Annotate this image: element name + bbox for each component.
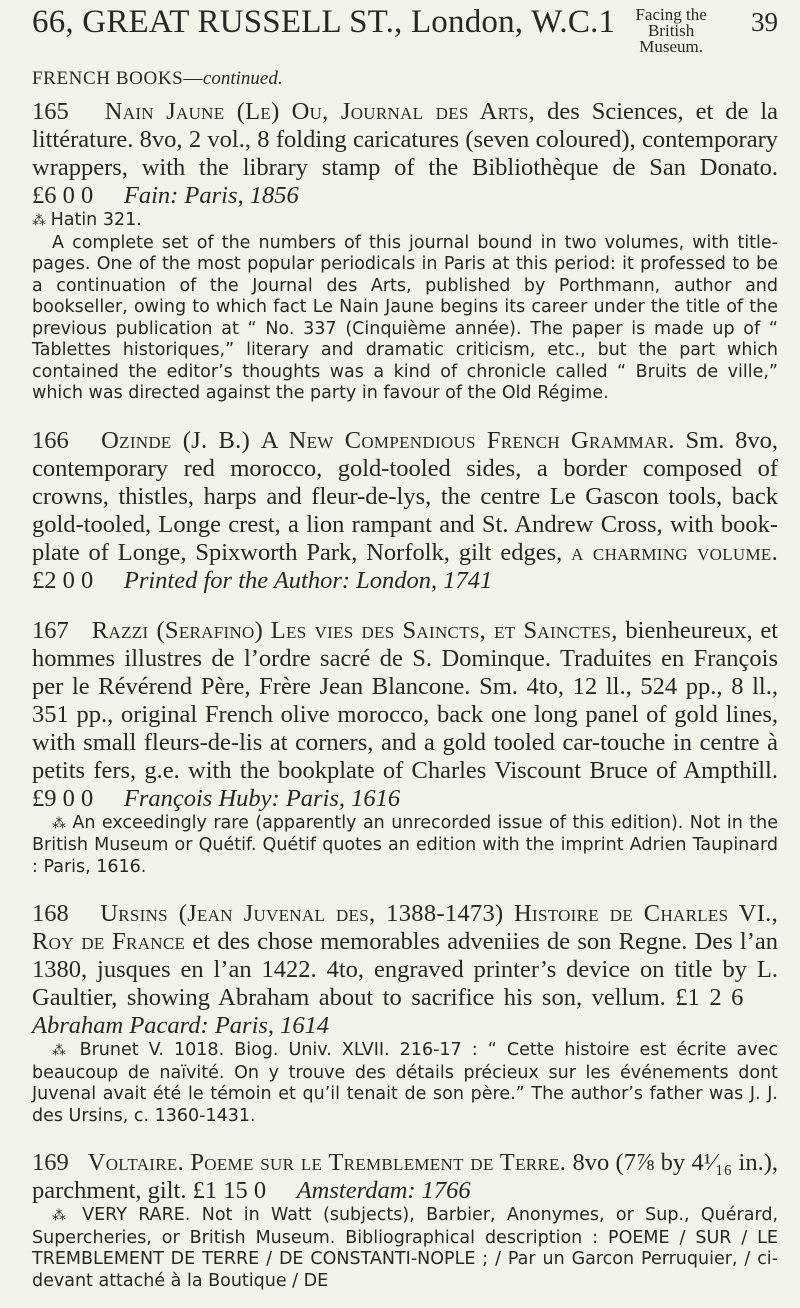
entry-number: 168 bbox=[32, 900, 69, 927]
catalogue-entry-166 bbox=[32, 427, 778, 595]
entry-title: Les vies des Saincts, et Sainctes, bbox=[270, 616, 618, 644]
catalogue-entry-165 bbox=[32, 98, 778, 405]
page-header bbox=[32, 0, 778, 68]
entry-note bbox=[32, 1205, 778, 1292]
entry-note bbox=[32, 1040, 778, 1127]
entry-reference-text: Hatin 321. bbox=[50, 210, 142, 230]
entry-imprint: Printed for the Author: London, 1741 bbox=[123, 566, 493, 594]
entry-imprint: Fain: Paris, 1856 bbox=[123, 182, 299, 209]
entry-main-text bbox=[32, 900, 778, 1040]
facing-note bbox=[615, 7, 751, 55]
catalogue-entry-168 bbox=[32, 900, 778, 1127]
entry-main-text bbox=[32, 98, 778, 210]
entry-description: bienheureux, et hommes illustres de l’ordre sacré de S. Dominque. Traduites en François per le Révérend Père, Frère Jean Blancone. Sm. 4to, 12 ll., 524 pp., 8 ll., 351 pp., original French olive morocco, back one long panel of gold lines, with small fleurs-de-lis at corners, and a gold tooled car-touche in centre à petits fers, g.e. with the bookplate of Charles Viscount Bruce of Ampthill. bbox=[32, 616, 779, 784]
entry-number: 169 bbox=[32, 1149, 69, 1176]
entry-author: Nain Jaune (Le) bbox=[104, 98, 280, 125]
asterism-icon: ⁂ bbox=[32, 213, 45, 229]
entry-price: £9 0 0 bbox=[32, 784, 94, 812]
entry-description: des Sciences, et de la littérature. 8vo, 2 vol., 8 folding caricatures (seven coloured), contemporary wrappers, with the library stamp of the Bibliothèque de San Donato. bbox=[32, 98, 779, 181]
entry-imprint: Amsterdam: 1766 bbox=[296, 1177, 471, 1204]
asterism-icon: ⁂ bbox=[52, 815, 66, 832]
facing-line-2: British Museum. bbox=[639, 21, 703, 56]
entry-main-text bbox=[32, 1149, 778, 1205]
entry-note: A complete set of the numbers of this journal bound in two volumes, with title-pages. One of the most popular periodicals in Paris at this period: it professed to be a continuation of the Journal des Arts, published by Porthmann, author and bookseller, owing to which fact Le Nain Jaune begins its career under the title of the previous publication at “ No. 337 (Cinquième année). The paper is made up of “ Tablettes historiques,” literary and dramatic criticism, etc., but the part which contained the editor’s thoughts was a kind of chronicle called “ Bruits de ville,” which was directed against the party in favour of the Old Régime. bbox=[32, 232, 778, 403]
page-number: 39 bbox=[751, 7, 778, 37]
entry-description: Sm. 8vo, contemporary red morocco, gold-tooled sides, a border composed of crowns, thistles, harps and fleur-de-lys, the centre Le Gascon tools, back gold-tooled, Longe crest, a lion rampant and St. Andrew Cross, with book-plate of Longe, Spixworth Park, Norfolk, gilt edges, bbox=[32, 426, 779, 566]
asterism-icon: ⁂ bbox=[52, 1208, 71, 1224]
catalogue-entry-169 bbox=[32, 1149, 778, 1292]
entry-imprint: Abraham Pacard: Paris, 1614 bbox=[32, 1012, 330, 1039]
entry-title: Poeme sur le Tremblement de Terre. bbox=[190, 1149, 567, 1176]
asterism-icon: ⁂ bbox=[52, 1043, 70, 1059]
entry-main-text bbox=[32, 617, 778, 813]
catalogue-entry-167 bbox=[32, 617, 778, 879]
entry-number: 165 bbox=[32, 98, 69, 125]
entry-price: £2 0 0 bbox=[32, 566, 94, 594]
entry-number: 166 bbox=[32, 426, 69, 454]
entry-title: A New Compendious French Grammar. bbox=[260, 426, 675, 454]
entry-note bbox=[32, 813, 778, 879]
entry-number: 167 bbox=[32, 616, 69, 644]
entry-price: £6 0 0 bbox=[32, 182, 94, 209]
section-heading-continued: continued. bbox=[202, 68, 283, 89]
entry-price: £1 15 0 bbox=[192, 1177, 267, 1204]
entry-reference bbox=[32, 210, 778, 233]
entry-description: 8vo (7⅞ by 4¹⁄₁₆ in.), parchment, gilt. bbox=[32, 1149, 779, 1204]
entry-note-text: An exceedingly rare (apparently an unrecorded issue of this edition). Not in the British Museum or Quétif. Quétif quotes an edition with the imprint Adrien Taupinard : Paris, 1616. bbox=[32, 812, 778, 877]
entry-highlight: a charming volume. bbox=[571, 538, 779, 566]
entry-imprint: François Huby: Paris, 1616 bbox=[123, 784, 401, 812]
entry-description: et des chose memorables adveniies de son Regne. Des l’an 1380, jusques en l’an 1422. 4to, engraved printer’s device on title by L. Gaultier, showing Abraham about to sacrifice his son, vellum. bbox=[32, 928, 779, 1011]
entry-main-text bbox=[32, 427, 778, 595]
entry-author: Ozinde (J. B.) bbox=[101, 426, 251, 454]
facing-line-1: Facing the bbox=[635, 5, 707, 24]
entry-note-text: VERY RARE. Not in Watt (subjects), Barbier, Anonymes, or Sup., Quérard, Supercheries, or British Museum. Bibliographical description : POEME / SUR / LE TREMBLEMENT DE TERRE / DE CONSTANTI-NOPLE ; / Par un Garcon Perruquier, / ci-devant attaché à la Boutique / DE bbox=[32, 1205, 779, 1291]
section-heading bbox=[32, 68, 778, 90]
shop-address: 66, GREAT RUSSELL ST., London, W.C.1 bbox=[32, 4, 616, 40]
entry-price: £1 2 6 bbox=[675, 984, 744, 1011]
entry-title: Ou, Journal des Arts, bbox=[291, 98, 536, 125]
entry-note-text: Brunet V. 1018. Biog. Univ. XLVII. 216-17 : “ Cette histoire est écrite avec beaucoup de naïvité. On y trouve des détails précieux sur les événements dont Juvenal avait été le témoin et qu’il tenait de son père.” The author’s father was J. J. des Ursins, c. 1360-1431. bbox=[32, 1040, 778, 1126]
section-heading-title: FRENCH BOOKS— bbox=[32, 68, 203, 89]
entry-author: Razzi (Serafino) bbox=[91, 616, 264, 644]
entry-title: Histoire de Charles VI., Roy de France bbox=[32, 900, 779, 955]
entry-author: Voltaire. bbox=[87, 1149, 185, 1176]
entry-author: Ursins (Jean Juvenal des, 1388-1473) bbox=[100, 900, 504, 927]
